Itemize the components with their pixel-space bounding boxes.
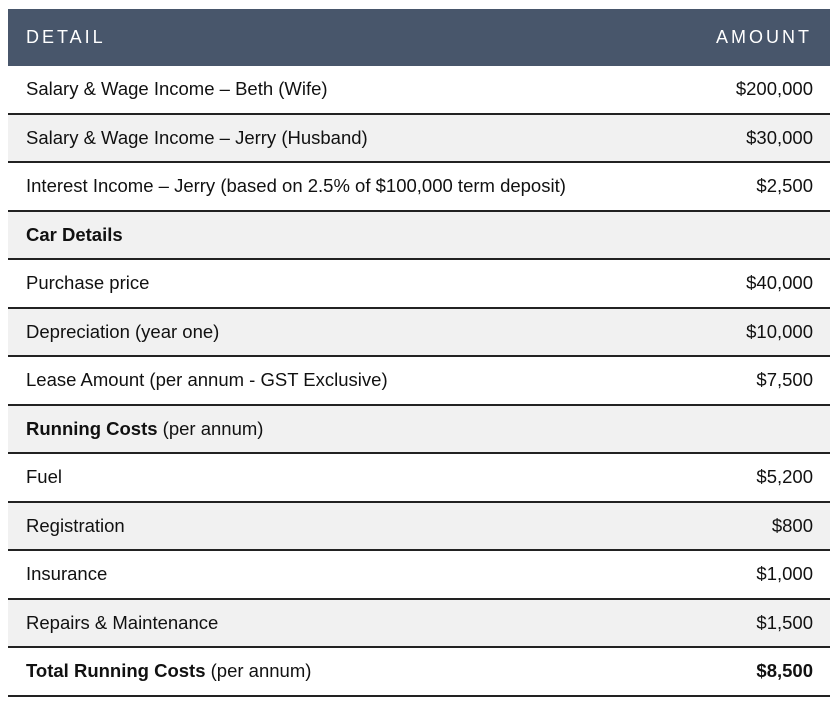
row-detail: Interest Income – Jerry (based on 2.5% of $100,000 term deposit) [26, 175, 566, 197]
section-heading [26, 224, 123, 246]
total-label-rest: (per annum) [205, 660, 312, 682]
table-header [8, 9, 830, 66]
detail-column-header: DETAIL [26, 27, 106, 47]
total-label [26, 660, 311, 682]
row-detail: Repairs & Maintenance [26, 611, 219, 633]
section-heading-bold: Car Details [26, 223, 123, 245]
row-amount: $40,000 [746, 272, 813, 294]
row-amount: $1,500 [756, 611, 813, 633]
table-row [8, 551, 830, 600]
row-amount: $30,000 [746, 126, 813, 148]
row-amount: $800 [771, 514, 813, 536]
table-row [8, 115, 830, 164]
total-amount: $8,500 [756, 660, 813, 682]
row-detail: Registration [26, 514, 125, 536]
row-detail: Depreciation (year one) [26, 320, 220, 342]
row-amount: $5,200 [756, 466, 813, 488]
section-heading-rest: (per annum) [157, 417, 264, 439]
table-row [8, 66, 830, 115]
table-row [8, 309, 830, 358]
row-amount: $1,000 [756, 563, 813, 585]
table-row [8, 600, 830, 649]
section-row-car-details [8, 212, 830, 261]
table-row [8, 260, 830, 309]
section-heading [26, 418, 263, 440]
amount-column-header: AMOUNT [716, 27, 812, 47]
row-amount: $10,000 [746, 320, 813, 342]
table-row [8, 454, 830, 503]
row-amount: $200,000 [735, 78, 813, 100]
row-detail: Lease Amount (per annum - GST Exclusive) [26, 369, 388, 391]
income-cost-table [8, 9, 830, 697]
row-detail: Insurance [26, 563, 108, 585]
table-row [8, 163, 830, 212]
row-detail: Salary & Wage Income – Jerry (Husband) [26, 126, 368, 148]
total-row [8, 648, 830, 697]
table-row [8, 357, 830, 406]
row-detail: Fuel [26, 466, 62, 488]
table-row [8, 503, 830, 552]
section-heading-bold: Running Costs [26, 417, 158, 439]
total-label-bold: Total Running Costs [26, 660, 206, 682]
row-detail: Salary & Wage Income – Beth (Wife) [26, 78, 328, 100]
row-detail: Purchase price [26, 272, 150, 294]
row-amount: $7,500 [756, 369, 813, 391]
section-row-running-costs [8, 406, 830, 455]
row-amount: $2,500 [756, 175, 813, 197]
